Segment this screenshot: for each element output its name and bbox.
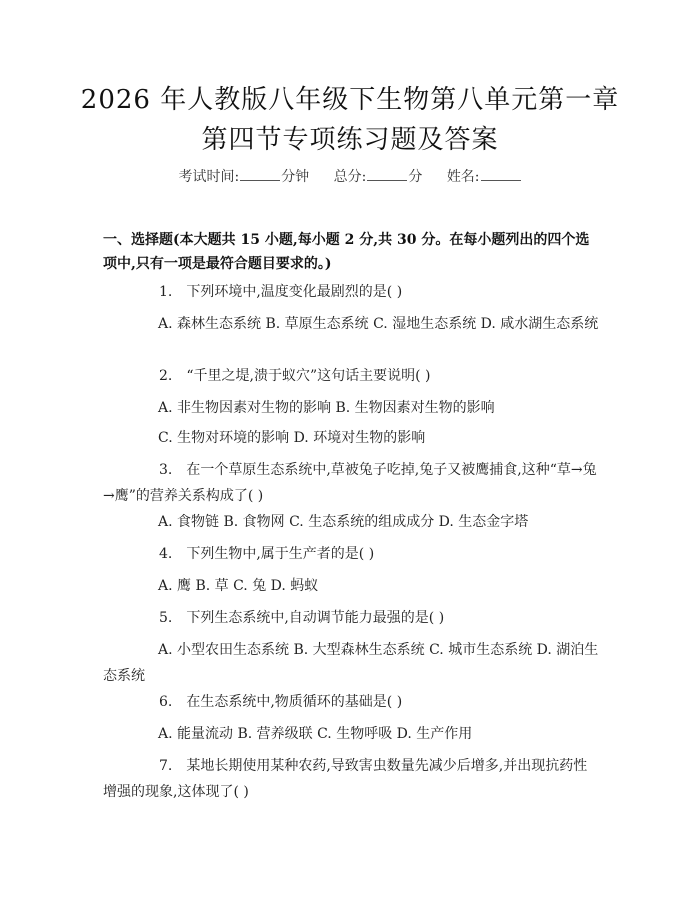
question-number: 7. bbox=[159, 758, 173, 774]
question-2-options-line-1: A. 非生物因素对生物的影响 B. 生物因素对生物的影响 bbox=[158, 400, 495, 416]
exam-time-field bbox=[178, 169, 313, 185]
total-score-blank bbox=[367, 166, 407, 181]
total-score-label: 总分: bbox=[333, 169, 367, 185]
question-1-options: A. 森林生态系统 B. 草原生态系统 C. 湿地生态系统 D. 咸水湖生态系统 bbox=[158, 316, 599, 332]
exam-time-unit: 分钟 bbox=[281, 169, 310, 185]
page-title-line-2: 第四节专项练习题及答案 bbox=[201, 125, 499, 155]
exam-time-label: 考试时间: bbox=[178, 169, 240, 185]
question-4-options: A. 鹰 B. 草 C. 兔 D. 蚂蚁 bbox=[158, 578, 319, 594]
question-text: 某地长期使用某种农药,导致害虫数量先减少后增多,并出现抗药性增强的现象,这体现了( ) bbox=[103, 758, 588, 800]
question-number: 2. bbox=[159, 368, 173, 384]
question-5 bbox=[103, 605, 600, 631]
question-1 bbox=[103, 279, 600, 305]
section-heading: 一、选择题(本大题共 15 小题,每小题 2 分,共 30 分。在每小题列出的四个选项中,只有一项是最符合题目要求的。) bbox=[103, 232, 590, 272]
question-number: 5. bbox=[159, 610, 173, 626]
question-6-options: A. 能量流动 B. 营养级联 C. 生物呼吸 D. 生产作用 bbox=[158, 726, 473, 742]
question-number: 1. bbox=[159, 284, 173, 300]
question-number: 3. bbox=[159, 462, 173, 478]
exam-time-blank bbox=[240, 166, 280, 181]
question-text: 在一个草原生态系统中,草被兔子吃掉,兔子又被鹰捕食,这种“草→兔→鹰”的营养关系构成了( ) bbox=[103, 462, 597, 504]
student-name-field bbox=[447, 169, 522, 185]
total-score-field bbox=[334, 169, 427, 185]
question-4 bbox=[103, 541, 600, 567]
question-text: 下列生态系统中,自动调节能力最强的是( ) bbox=[186, 610, 445, 626]
student-name-label: 姓名: bbox=[446, 169, 480, 185]
question-number: 4. bbox=[159, 546, 173, 562]
question-3-options: A. 食物链 B. 食物网 C. 生态系统的组成成分 D. 生态金字塔 bbox=[158, 514, 529, 530]
question-2-options-line-2: C. 生物对环境的影响 D. 环境对生物的影响 bbox=[158, 430, 426, 446]
question-text: 下列环境中,温度变化最剧烈的是( ) bbox=[186, 284, 403, 300]
question-5-options: A. 小型农田生态系统 B. 大型森林生态系统 C. 城市生态系统 D. 湖泊生态系统 bbox=[103, 642, 599, 684]
question-text: 在生态系统中,物质循环的基础是( ) bbox=[186, 694, 403, 710]
student-name-blank bbox=[481, 166, 521, 181]
question-6 bbox=[103, 689, 600, 715]
page-title-line-1: 2026 年人教版八年级下生物第八单元第一章 bbox=[80, 85, 620, 115]
question-3 bbox=[103, 457, 600, 509]
question-text: 下列生物中,属于生产者的是( ) bbox=[186, 546, 375, 562]
question-number: 6. bbox=[159, 694, 173, 710]
question-7 bbox=[103, 753, 600, 805]
total-score-unit: 分 bbox=[408, 169, 423, 185]
exam-info-line bbox=[0, 166, 700, 188]
question-text: “千里之堤,溃于蚁穴”这句话主要说明( ) bbox=[186, 368, 431, 384]
question-2 bbox=[103, 363, 600, 389]
